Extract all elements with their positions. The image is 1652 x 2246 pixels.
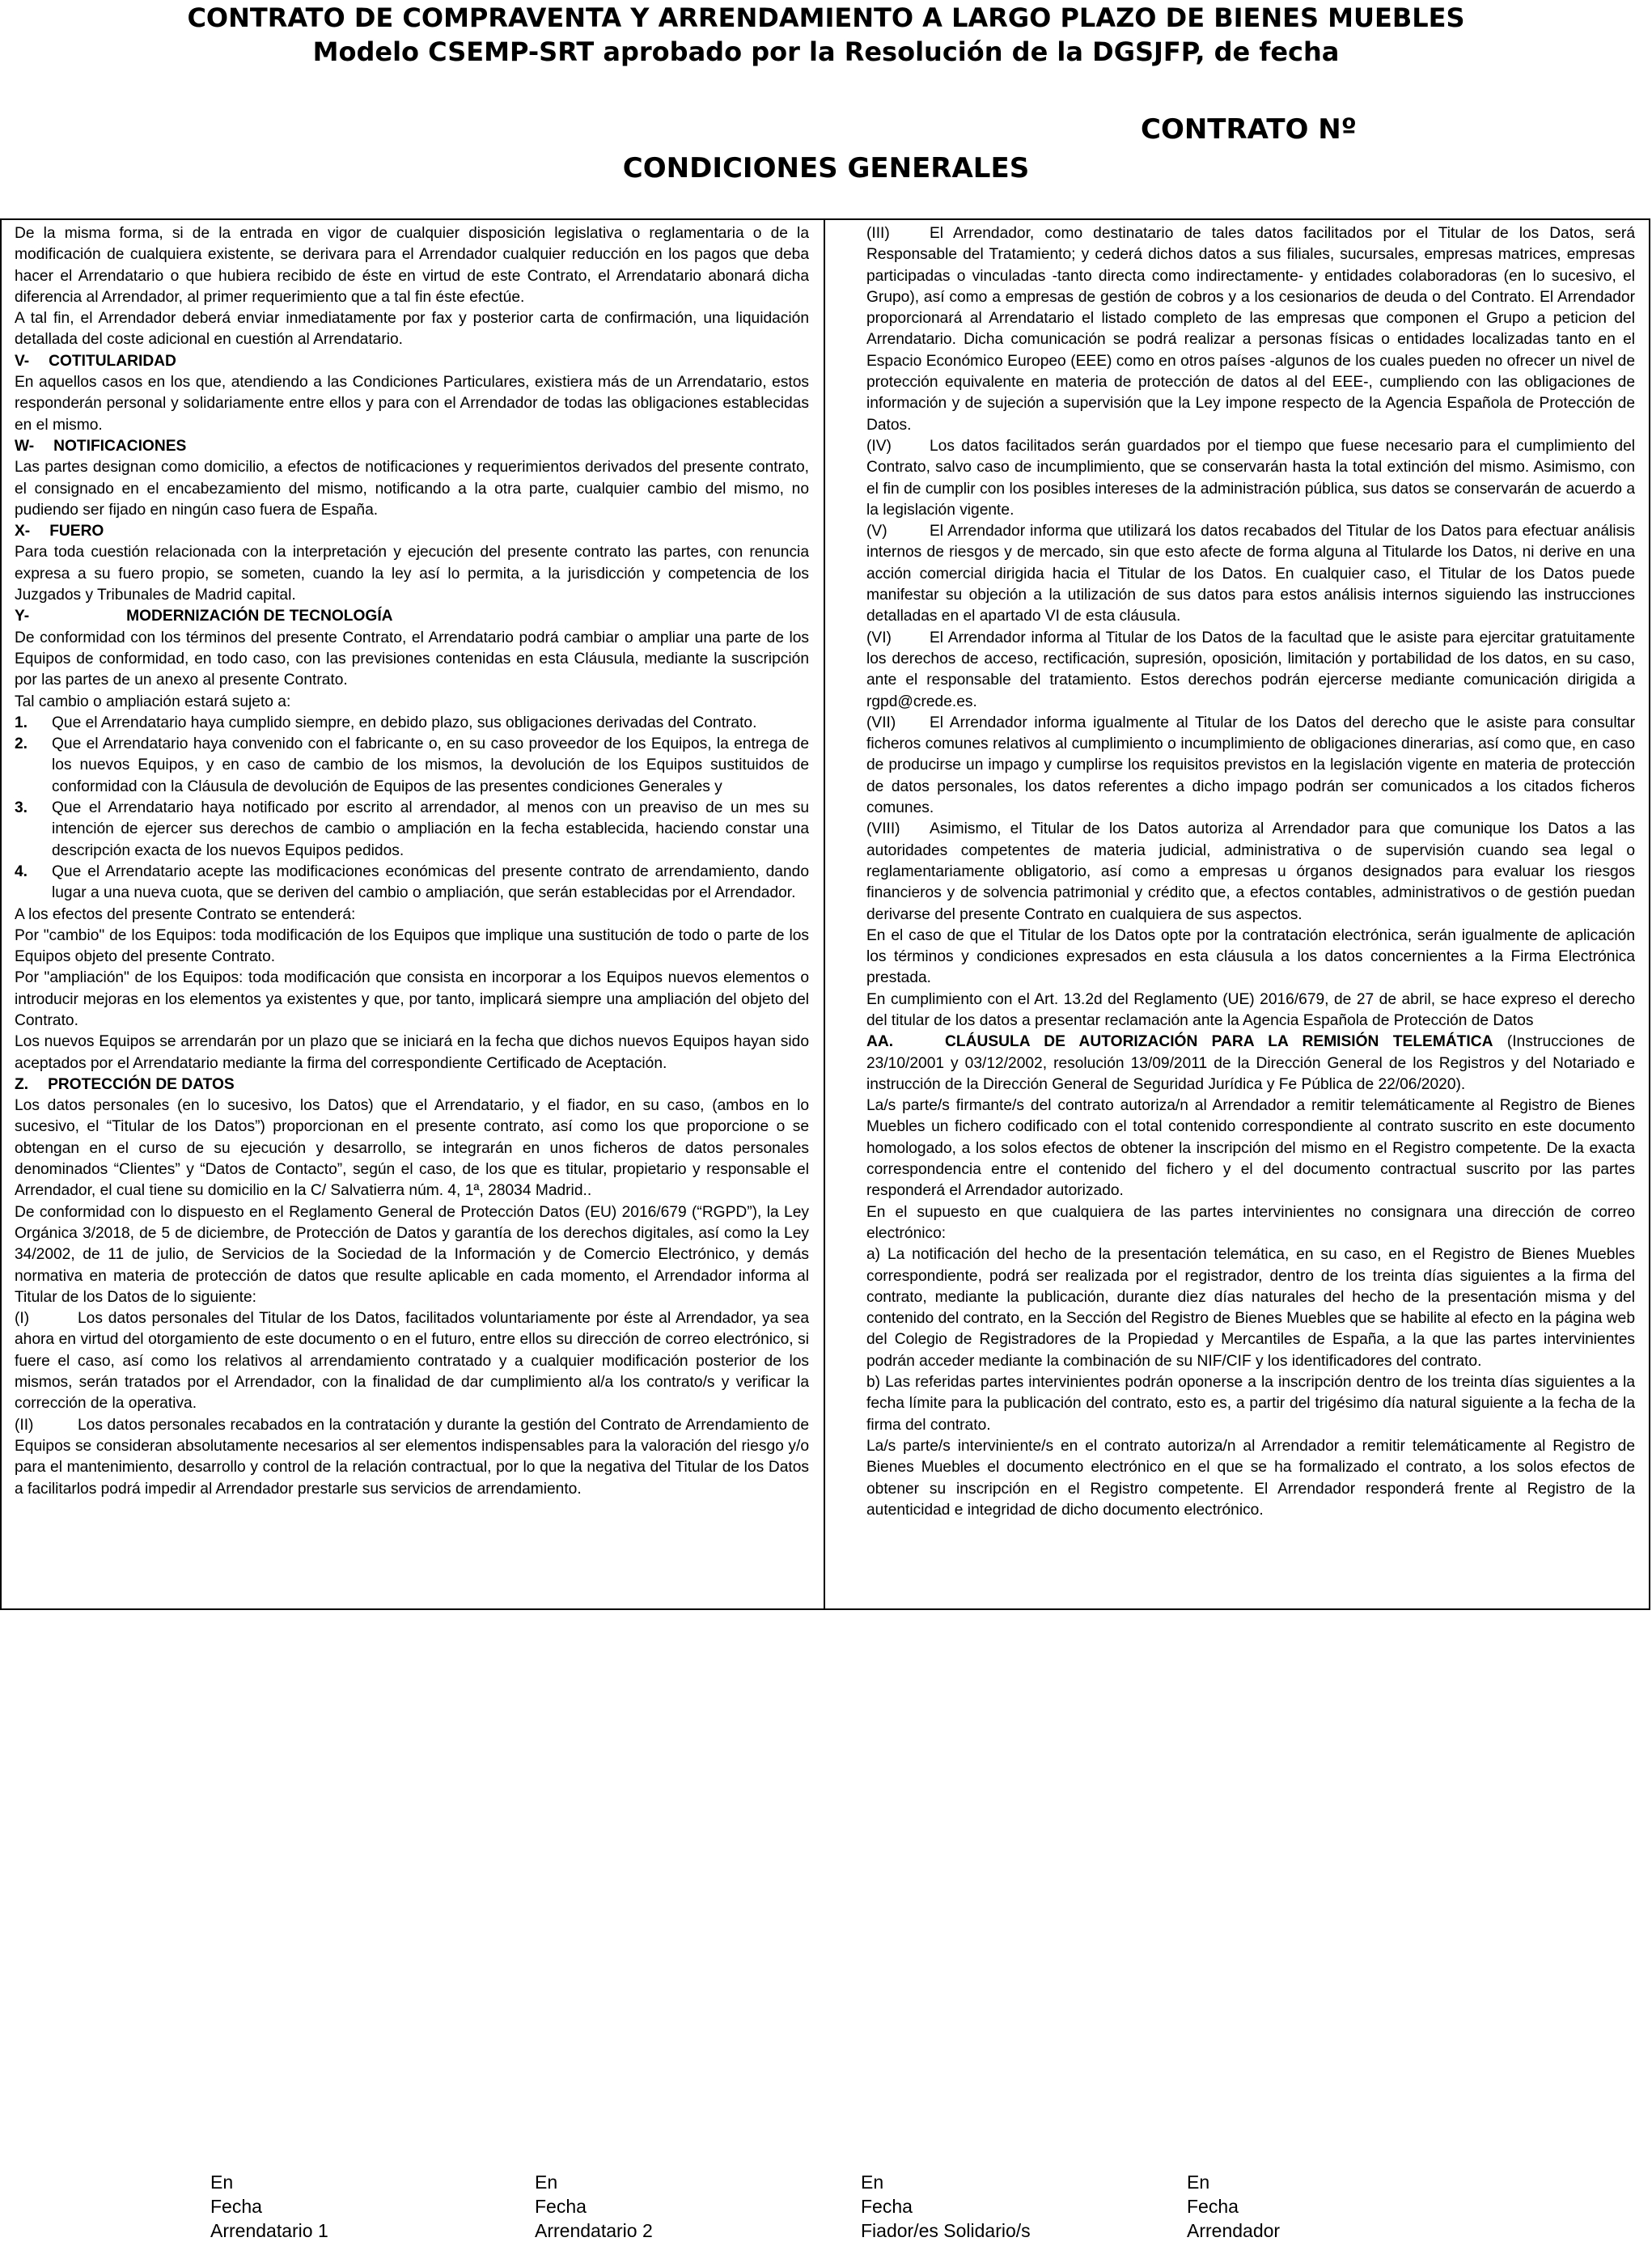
numbered-paragraph (866, 819, 1635, 925)
paragraph-text: Los datos facilitados serán guardados por el tiempo que fuese necesario para el cumplimiento del Contrato, salvo caso de incumplimiento, que se conservarán hasta la total extinción del mismo. Asimismo, con el fin de cumplir con los posibles intereses de la administración pública, sus datos se conservarán de acuerdo a la legislación vigente. (866, 437, 1635, 519)
paragraph-text: Asimismo, el Titular de los Datos autoriza al Arrendador para que comunique los Datos a las autoridades competentes de materia judicial, administrativa o de supervisión cuando sea legal o reglamentariamente obligatorio, así como a empresas u órganos designados para evaluar los riesgos financieros y de solvencia patrimonial y crédito que, a efectos contables, administrativos o de gestión puedan derivarse del presente Contrato en cualquiera de sus aspectos. (866, 820, 1635, 923)
left-column (15, 223, 809, 1599)
paragraph-text: El Arrendador informa igualmente al Titular de los Datos del derecho que le asiste para consultar ficheros comunes relativos al cumplimiento o incumplimiento de obligaciones dinerarias, así como que, en caso de producirse un impago y cumplirse los requisitos previstos en la legislación vigente en materia de protección de datos personales, los datos referentes a dicho impago podrán ser comunicados a los citados ficheros comunes. (866, 714, 1635, 817)
numbered-paragraph (866, 628, 1635, 713)
list-text: Que el Arrendatario acepte las modificaciones económicas del presente contrato de arrendamiento, dando lugar a una nueva cuota, que se deriven del cambio o ampliación, que serán establecidas por el Arrendador. (52, 862, 809, 902)
paragraph-text: El Arrendador informa al Titular de los Datos de la facultad que le asiste para ejercitar gratuitamente los derechos de acceso, rectificación, supresión, oposición, limitación y portabilidad de los datos, en su caso, ante el responsable del tratamiento. Estos derechos podrán ejercerse mediante comunicación dirigida a rgpd@crede.es. (866, 629, 1635, 710)
clause-heading-y (15, 606, 809, 627)
list-number: 2. (15, 735, 28, 753)
paragraph: La/s parte/s firmante/s del contrato autoriza/n al Arrendador a remitir telemáticamente al Registro de Bienes Muebles un fichero codificado con el total contenido correspondiente al contrato suscrito en este documento homologado, a los solos efectos de obtener la inscripción del mismo en el Registro competente. De la exacta correspondencia entre el contenido del fichero y el del documento contractual suscrito por las partes responderá el Arrendador autorizado. (866, 1097, 1635, 1200)
list-item (15, 713, 809, 734)
paragraph: De la misma forma, si de la entrada en vigor de cualquier disposición legislativa o reglamentaria o de la modificación de cualquiera existente, se derivara para el Arrendador cualquier reducción en los pagos que deba hacer el Arrendatario o que hubiera recibido de éste en virtud de este Contrato, el Arrendatario abonará dicha diferencia al Arrendador, al primer requerimiento que a tal fin éste efectúe. (15, 225, 809, 306)
signature-party-label: Arrendatario 1 (210, 2220, 328, 2241)
paragraph-text: Los datos personales recabados en la contratación y durante la gestión del Contrato de Arrendamiento de Equipos se consideran absolutamente necesarios al ser elementos indispensables para la valoración del riesgo y/o para el mantenimiento, desarrollo y control de la relación contractual, por lo que la negativa del Titular de los Datos a facilitarlos podrá impedir al Arrendador prestarle sus servicios de arrendamiento. (15, 1416, 809, 1498)
signature-block-arrendatario-1 (210, 2170, 328, 2243)
paragraph: Los nuevos Equipos se arrendarán por un plazo que se iniciará en la fecha que dichos nuevos Equipos hayan sido aceptados por el Arrendatario mediante la firma del correspondiente Certificado de Aceptación. (15, 1033, 809, 1072)
document-title: CONTRATO DE COMPRAVENTA Y ARRENDAMIENTO A LARGO PLAZO DE BIENES MUEBLES (187, 2, 1465, 33)
signature-date-label: Fecha (535, 2196, 587, 2217)
clause-title: CLÁUSULA DE AUTORIZACIÓN PARA LA REMISIÓN TELEMÁTICA (945, 1033, 1493, 1051)
clause-aa (866, 1032, 1635, 1095)
clause-heading-z (15, 1074, 809, 1095)
clause-title: NOTIFICACIONES (53, 437, 187, 455)
list-text: Que el Arrendatario haya cumplido siempre, en debido plazo, sus obligaciones derivadas del Contrato. (52, 714, 757, 731)
paragraph-text: El Arrendador informa que utilizará los datos recabados del Titular de los Datos para efectuar análisis internos de riesgos y de mercado, sin que esto afecte de forma alguna al Titularde los Datos, ni derive en una acción comercial dirigida hacia el Titular de los Datos. En cualquier caso, el Titular de los Datos puede manifestar su objeción a la utilización de sus datos para estos análisis internos siguiendo las instrucciones detalladas en el apartado VI de esta cláusula. (866, 523, 1635, 625)
signature-party-label: Arrendador (1187, 2220, 1281, 2241)
paragraph: En cumplimiento con el Art. 13.2d del Reglamento (UE) 2016/679, de 27 de abril, se hace expreso el derecho del titular de los datos a presentar reclamación ante la Agencia Española de Protección de Datos (866, 990, 1635, 1029)
roman-number: (V) (866, 523, 887, 540)
clause-number: AA. (866, 1033, 894, 1051)
signature-place-label: En (861, 2172, 884, 2193)
roman-number: (VIII) (866, 820, 900, 838)
contract-number-label: CONTRATO Nº (1141, 113, 1357, 146)
signature-block-arrendatario-2 (535, 2170, 653, 2243)
document-subtitle: Modelo CSEMP-SRT aprobado por la Resolución de la DGSJFP, de fecha (312, 36, 1340, 67)
numbered-paragraph (866, 713, 1635, 819)
roman-number: (VI) (866, 629, 892, 646)
paragraph: Para toda cuestión relacionada con la interpretación y ejecución del presente contrato las partes, con renuncia expresa a su fuero propio, se someten, cuando la ley así lo permita, a la jurisdicción y competencia de los Juzgados y Tribunales de Madrid capital. (15, 544, 809, 604)
paragraph: En el caso de que el Titular de los Datos opte por la contratación electrónica, serán igualmente de aplicación los términos y condiciones expresados en esta cláusula a los datos concernientes a la Firma Electrónica prestada. (866, 926, 1635, 987)
clause-number: W- (15, 437, 35, 455)
signature-date-label: Fecha (210, 2196, 262, 2217)
section-title: CONDICIONES GENERALES (622, 152, 1030, 184)
roman-number: (VII) (866, 714, 896, 731)
numbered-paragraph (15, 1415, 809, 1500)
clause-heading-w (15, 436, 809, 457)
numbered-paragraph (866, 521, 1635, 627)
clause-title: MODERNIZACIÓN DE TECNOLOGÍA (126, 608, 393, 625)
paragraph-text: El Arrendador, como destinatario de tales datos facilitados por el Titular de los Datos, será Responsable del Tratamiento; y cederá dichos datos a sus filiales, sucursales, empresas matrices, empresas participadas o vinculadas -tanto directa como indirectamente- y entidades colaboradoras (en lo sucesivo, el Grupo), así como a empresas de gestión de cobros y a los cesionarios de deuda o del Contrato. El Arrendador proporcionará al Arrendatario el listado completo de las empresas que componen el Grupo a peticion del Arrendatario. Dicha comunicación se podrá realizar a personas físicas o entidades localizadas tanto en el Espacio Económico Europeo (EEE) como en otros países -algunos de los cuales pueden no ofrecer un nivel de protección equivalente en materia de protección de datos al del EEE-, cumpliendo con las obligaciones de información y de sujeción a supervisión que la Ley impone respecto de la Agencia Española de Protección de Datos. (866, 225, 1635, 434)
signature-place-label: En (210, 2172, 234, 2193)
paragraph: De conformidad con lo dispuesto en el Reglamento General de Protección Datos (EU) 2016/679 (“RGPD”), la Ley Orgánica 3/2018, de 5 de diciembre, de Protección de Datos y garantía de los derechos digitales, así como la Ley 34/2002, de 11 de julio, de Servicios de la Sociedad de la Información y de Comercio Electrónico, y demás normativa en materia de protección de datos que resulte aplicable en cada momento, el Arrendador informa al Titular de los Datos de lo siguiente: (15, 1203, 809, 1306)
clause-title: FUERO (49, 523, 104, 540)
paragraph: Por "ampliación" de los Equipos: toda modificación que consista en incorporar a los Equipos nuevos elementos o introducir mejoras en los elementos ya existentes y que, por tanto, implicará siempre una ampliación del objeto del Contrato. (15, 969, 809, 1029)
roman-number: (II) (15, 1416, 34, 1434)
list-number: 3. (15, 799, 28, 817)
list-text: Que el Arrendatario haya convenido con el fabricante o, en su caso proveedor de los Equipos, la entrega de los nuevos Equipos, y en caso de cambio de los mismos, la devolución de los Equipos sustituidos de conformidad con la Cláusula de devolución de Equipos de las presentes condiciones Generales y (52, 735, 809, 795)
clause-heading-x (15, 521, 809, 542)
paragraph: Las partes designan como domicilio, a efectos de notificaciones y requerimientos derivados del presente contrato, el consignado en el encabezamiento del mismo, notificando a la otra parte, cualquier cambio del mismo, no pudiendo ser fijado en ningún caso fuera de España. (15, 459, 809, 519)
list-item (15, 798, 809, 862)
signature-block-fiador (861, 2170, 1031, 2243)
list-text: Que el Arrendatario haya notificado por escrito al arrendador, al menos con un preaviso de un mes su intención de ejercer sus derechos de cambio o ampliación en la fecha establecida, haciendo constar una descripción exacta de los nuevos Equipos pedidos. (52, 799, 809, 859)
list-number: 4. (15, 862, 28, 880)
column-divider (824, 218, 825, 1610)
paragraph: Los datos personales (en lo sucesivo, los Datos) que el Arrendatario, y el fiador, en su caso, (ambos en lo sucesivo, el “Titular de los Datos”) proporcionan en el presente contrato, así como los que proporcione o se obtengan en el curso de su ejecución y desarrollo, se integrarán en unos ficheros de datos personales denominados “Clientes” y “Datos de Contacto”, según el caso, de los que es titular, propietario y responsable el Arrendador, el cual tiene su domicilio en la C/ Salvatierra núm. 4, 1ª, 28034 Madrid.. (15, 1097, 809, 1200)
numbered-paragraph (15, 1308, 809, 1414)
paragraph: Por "cambio" de los Equipos: toda modificación de los Equipos que implique una sustitución de todo o parte de los Equipos objeto del presente Contrato. (15, 926, 809, 966)
list-item (15, 862, 809, 905)
paragraph: En el supuesto en que cualquiera de las partes intervinientes no consignara una dirección de correo electrónico: (866, 1203, 1635, 1242)
numbered-paragraph (866, 223, 1635, 436)
roman-number: (I) (15, 1310, 30, 1328)
signature-place-label: En (1187, 2172, 1210, 2193)
paragraph: A los efectos del presente Contrato se entenderá: (15, 905, 356, 923)
roman-number: (IV) (866, 437, 892, 455)
clause-intro: (Instrucciones de 23/10/2001 y 03/12/2002, resolución 13/09/2011 de la Dirección General de los Registros y del Notariado e instrucción de la Dirección General de Seguridad Jurídica y Fe Pública de 22/06/2020). (866, 1033, 1635, 1093)
paragraph: a) La notificación del hecho de la presentación telemática, en su caso, en el Registro de Bienes Muebles correspondiente, podrá ser realizada por el registrador, dentro de los treinta días siguientes a la firma del contrato, mediante la publicación, durante diez días naturales del hecho de la presentación misma y del contenido del contrato, en la Sección del Registro de Bienes Muebles que se habilite al efecto en la página web del Colegio de Registradores de la Propiedad y Mercantiles de España, a la que las partes intervinientes podrán acceder mediante la combinación de su NIF/CIF y los identificadores del contrato. (866, 1246, 1635, 1370)
paragraph: Tal cambio o ampliación estará sujeto a: (15, 693, 291, 710)
numbered-paragraph (866, 436, 1635, 521)
paragraph: A tal fin, el Arrendador deberá enviar inmediatamente por fax y posterior carta de confirmación, una liquidación detallada del coste adicional en cuestión al Arrendatario. (15, 310, 809, 349)
signature-block-arrendador (1187, 2170, 1280, 2243)
signature-date-label: Fecha (1187, 2196, 1239, 2217)
clause-heading-v (15, 351, 809, 372)
paragraph: En aquellos casos en los que, atendiendo a las Condiciones Particulares, existiera más de un Arrendatario, estos responderán personal y solidariamente entre ellos y para con el Arrendador de todas las obligaciones establecidas en el mismo. (15, 374, 809, 434)
clause-title: COTITULARIDAD (49, 352, 176, 370)
paragraph: De conformidad con los términos del presente Contrato, el Arrendatario podrá cambiar o ampliar una parte de los Equipos de conformidad, en todo caso, con las previsiones contenidas en esta Cláusula, mediante la suscripción por las partes de un anexo al presente Contrato. (15, 629, 809, 689)
clause-number: V- (15, 352, 30, 370)
paragraph-text: Los datos personales del Titular de los Datos, facilitados voluntariamente por éste al Arrendador, ya sea ahora en virtud del otorgamiento de este documento o en el futuro, entre ellos su dirección de correo electrónico, si fuere el caso, así como los relativos al arrendamiento contratado y a cualquier modificación posterior de los mismos, serán tratados por el Arrendador, con la finalidad de dar cumplimiento al/a los contrato/s y verificar la corrección de la operativa. (15, 1310, 809, 1413)
signature-place-label: En (535, 2172, 558, 2193)
right-column (866, 223, 1635, 1599)
clause-number: X- (15, 523, 31, 540)
signature-date-label: Fecha (861, 2196, 913, 2217)
list-number: 1. (15, 714, 28, 731)
signature-party-label: Arrendatario 2 (535, 2220, 653, 2241)
clause-number: Z. (15, 1075, 29, 1093)
paragraph: b) Las referidas partes intervinientes podrán oponerse a la inscripción dentro de los treinta días siguientes a la fecha límite para la publicación del contrato, esto es, a partir del trigésimo día natural siguiente a la fecha de la firma del contrato. (866, 1374, 1635, 1434)
signature-party-label: Fiador/es Solidario/s (861, 2220, 1031, 2241)
paragraph: La/s parte/s interviniente/s en el contrato autoriza/n al Arrendador a remitir telemáticamente al Registro de Bienes Muebles el documento electrónico en el que se ha formalizado el contrato, a los solos efectos de obtener su inscripción en el Registro competente. El Arrendador responderá frente al Registro de la autenticidad e integridad de dicho documento electrónico. (866, 1437, 1635, 1519)
roman-number: (III) (866, 225, 890, 242)
clause-title: PROTECCIÓN DE DATOS (48, 1075, 235, 1093)
list-item (15, 734, 809, 798)
clause-number: Y- (15, 608, 30, 625)
